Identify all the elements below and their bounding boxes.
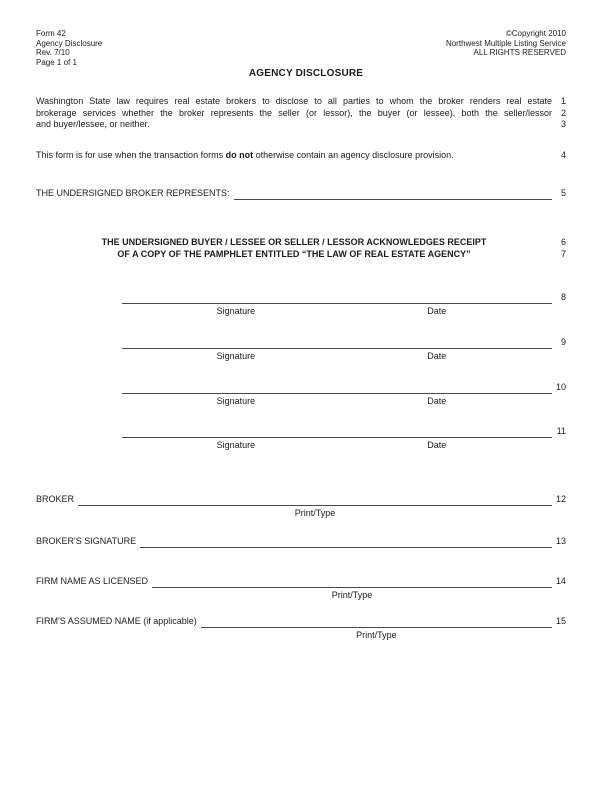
- intro-line-row: [36, 119, 566, 131]
- line-number: 5: [560, 188, 566, 198]
- line-number: 1: [560, 96, 566, 106]
- acknowledgement-line: OF A COPY OF THE PAMPHLET ENTITLED “THE LAW OF REAL ESTATE AGENCY”: [117, 249, 471, 259]
- form-revision: Rev. 7/10: [36, 48, 70, 57]
- date-label: Date: [427, 306, 447, 316]
- line-number: 11: [556, 426, 566, 436]
- signature-label: Signature: [216, 306, 256, 316]
- acknowledgement-row: [36, 236, 566, 248]
- intro-line-row: [36, 108, 566, 120]
- usage-note-prefix: This form is for use when the transaction forms: [36, 150, 226, 160]
- print-type-label: Print/Type: [294, 508, 336, 518]
- date-label: Date: [427, 396, 447, 406]
- line-number: 9: [560, 337, 566, 347]
- line-number: 6: [560, 237, 566, 247]
- signature-row: [122, 425, 566, 451]
- acknowledgement-row: [36, 248, 566, 260]
- intro-line-row: [36, 96, 566, 108]
- firm-assumed-name-row: [36, 615, 566, 641]
- copyright-line: ©Copyright 2010: [505, 29, 566, 38]
- firm-assumed-name-field[interactable]: [201, 615, 552, 628]
- line-number: 4: [560, 150, 566, 160]
- broker-signature-row: [36, 535, 566, 548]
- line-number: 2: [560, 107, 566, 118]
- usage-note: [36, 150, 552, 162]
- firm-name-field[interactable]: [152, 575, 552, 588]
- firm-assumed-name-label: FIRM'S ASSUMED NAME (if applicable): [36, 616, 197, 626]
- form-page-count: Page 1 of 1: [36, 57, 77, 67]
- line-number: 7: [560, 249, 566, 259]
- broker-represents-field[interactable]: [234, 187, 552, 200]
- signature-row: [122, 381, 566, 407]
- signature-label: Signature: [216, 396, 256, 406]
- usage-note-bold: do not: [225, 150, 254, 160]
- line-number: 10: [555, 382, 566, 392]
- line-number: 3: [560, 119, 566, 130]
- print-type-label: Print/Type: [331, 590, 373, 600]
- broker-field[interactable]: [78, 493, 552, 506]
- date-label: Date: [427, 440, 447, 450]
- broker-row: [36, 493, 566, 519]
- date-label: Date: [427, 351, 447, 361]
- broker-signature-label: BROKER'S SIGNATURE: [36, 536, 137, 546]
- signature-field[interactable]: [122, 336, 552, 349]
- line-number: 13: [555, 536, 566, 546]
- firm-name-row: [36, 575, 566, 601]
- intro-line: and buyer/lessee, or neither.: [36, 119, 150, 130]
- intro-line: brokerage services whether the broker represents the seller (or lessor), the buyer (or lessee), both the seller/lessor: [36, 107, 552, 118]
- acknowledgement-line: THE UNDERSIGNED BUYER / LESSEE OR SELLER / LESSOR ACKNOWLEDGES RECEIPT: [101, 237, 487, 247]
- rights-reserved-line: ALL RIGHTS RESERVED: [473, 48, 566, 57]
- signature-field[interactable]: [122, 291, 552, 304]
- broker-represents-row: [36, 187, 566, 200]
- form-name: Agency Disclosure: [36, 38, 103, 48]
- broker-signature-field[interactable]: [140, 535, 552, 548]
- broker-represents-label: THE UNDERSIGNED BROKER REPRESENTS:: [36, 188, 230, 198]
- form-title: AGENCY DISCLOSURE: [248, 68, 364, 79]
- line-number: 14: [555, 576, 566, 586]
- signature-label: Signature: [216, 351, 256, 361]
- signature-row: [122, 291, 566, 317]
- broker-label: BROKER: [36, 494, 75, 504]
- usage-note-row: [36, 150, 566, 162]
- copyright-block: [446, 29, 566, 58]
- usage-note-suffix: otherwise contain an agency disclosure provision.: [253, 150, 454, 160]
- firm-name-label: FIRM NAME AS LICENSED: [36, 576, 149, 586]
- line-number: 15: [555, 616, 566, 626]
- signature-label: Signature: [216, 440, 256, 450]
- print-type-label: Print/Type: [356, 630, 397, 640]
- form-number: Form 42: [36, 29, 66, 38]
- organization-name: Northwest Multiple Listing Service: [445, 38, 566, 48]
- signature-field[interactable]: [122, 425, 552, 438]
- signature-field[interactable]: [122, 381, 552, 394]
- form-meta-block: [36, 29, 102, 67]
- signature-row: [122, 336, 566, 362]
- line-number: 8: [560, 292, 566, 302]
- intro-line: Washington State law requires real estate brokers to disclose to all parties to whom the broker renders real estate: [36, 96, 552, 106]
- line-number: 12: [555, 494, 566, 504]
